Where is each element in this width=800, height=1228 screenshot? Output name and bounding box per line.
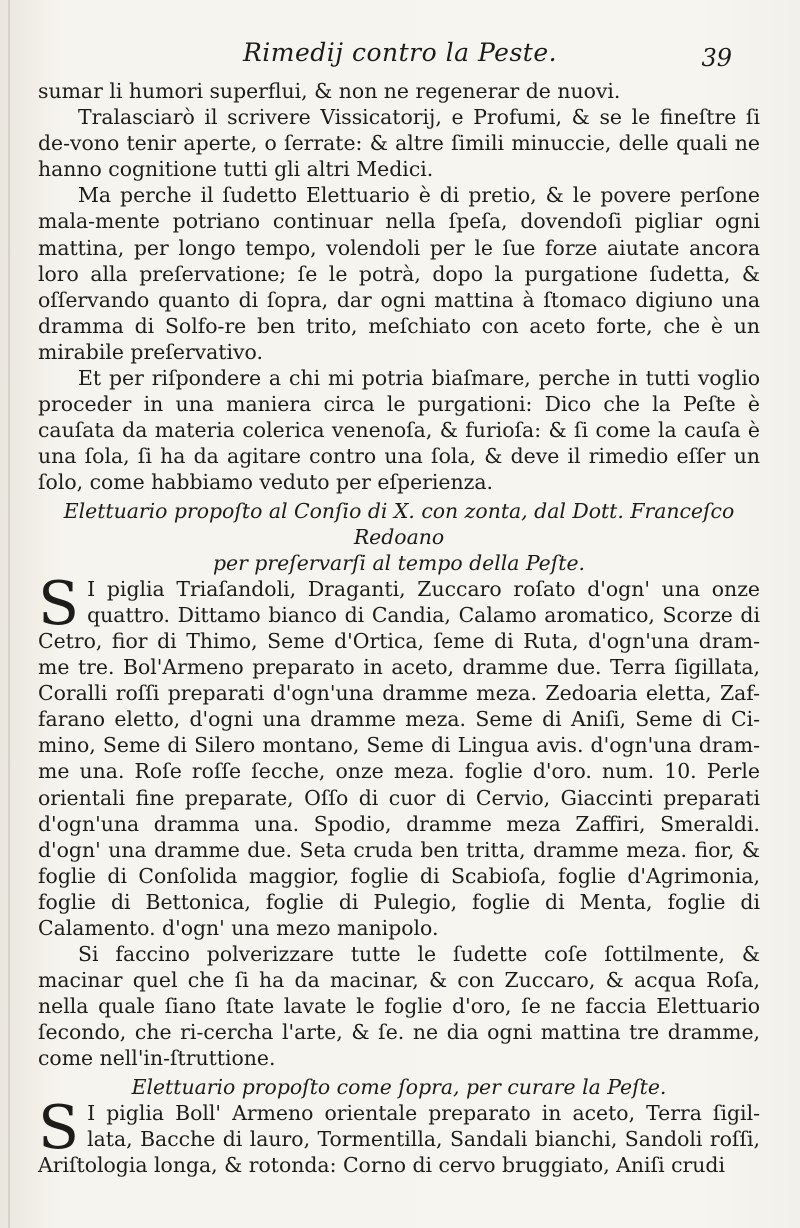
paragraph: Si faccino polverizzare tutte le ſudette coſe ſottilmente, & macinar quel che ſi ha da macinar, & con Zuccaro, & acqua Roſa, nella quale ſiano ſtate lavate le foglie d'oro, ſe ne faccia Elettuario ſecondo, che ri-cercha l'arte, & ſe. ne dia ogni mattina tre dramme, come nell'in-ſtruttione. — [38, 942, 760, 1071]
page-number: 39 — [701, 44, 732, 72]
paragraph: Ma perche il ſudetto Elettuario è di pretio, & le povere perſone mala-mente potriano continuar nella ſpeſa, dovendoſi pigliar ogni mattina, per longo tempo, volendoli per le ſue forze aiutate ancora loro alla preſervatione; ſe le potrà, dopo la purgatione ſudetta, & oſſervando quanto di ſopra, dar ogni mattina à ſtomaco digiuno una dramma di Solfo-re ben trito, meſchiato con aceto forte, che è un mirabile preſervativo. — [38, 183, 760, 364]
paragraph: Tralasciarò il scrivere Vissicatorij, e Profumi, & se le fineſtre ſi de-vono tenir aperte, o ſerrate: & altre ſimili minuccie, delle quali ne hanno cognitione tutti gli altri Medici. — [38, 105, 760, 182]
recipe-paragraph — [38, 1092, 760, 1178]
page-header — [60, 28, 740, 72]
paragraph: Et per riſpondere a chi mi potria biaſmare, perche in tutti voglio proceder in una maniera circa le purgationi: Dico che la Peſte è cauſata da materia colerica venenoſa, & furioſa: & ſi come la cauſa è una ſola, ſi ha da agitare contro una ſola, & deve il rimedio eſſer un ſolo, come habbiamo veduto per eſperienza. — [38, 366, 760, 495]
drop-cap: S — [38, 1092, 80, 1163]
paragraph: sumar li humori superflui, & non ne regenerar de nuovi. — [38, 79, 621, 103]
recipe-text: I piglia Triaſandoli, Draganti, Zuccaro roſato d'ogn' una onze quattro. Dittamo bianco di Candia, Calamo aromatico, Scorze di Cetro, fior di Thimo, Seme d'Ortica, ſeme di Ruta, d'ogn'una dram-me tre. Bol'Armeno preparato in aceto, dramme due. Terra ſigillata, Coralli roſſi preparati d'ogn'una dramme meza. Zedoaria eletta, Zaf-farano eletto, d'ogni una dramme meza. Seme di Aniſi, Seme di Ci-mino, Seme di Silero montano, Seme di Lingua avis. d'ogn'una dram-me una. Roſe roſſe ſecche, onze meza. foglie d'oro. num. 10. Perle orientali fine preparate, Oſſo di cuor di Cervio, Giaccinti preparati d'ogn'una dramma una. Spodio, dramme meza Zaffiri, Smeraldi. d'ogn' una dramme due. Seta cruda ben tritta, dramme meza. fior, & foglie di Conſolida maggior, foglie di Scabioſa, foglie d'Agrimonia, foglie di Bettonica, foglie di Pulegio, foglie di Menta, foglie di Calamento. d'ogn' una mezo manipolo. — [38, 576, 760, 940]
section-title-line: Elettuario propoſto come ſopra, per curare la Peſte. — [131, 1074, 667, 1099]
running-title: Rimedij contro la Peste. — [242, 38, 558, 67]
page-gutter — [8, 0, 10, 1228]
recipe-paragraph — [38, 568, 760, 941]
section-title-line: per preſervarſi al tempo della Peſte. — [212, 550, 586, 575]
section-title — [38, 498, 760, 576]
section-title — [38, 1074, 760, 1100]
drop-cap: S — [38, 568, 80, 639]
page-body — [38, 78, 760, 1178]
section-title-line: Elettuario propoſto al Conſio di X. con zonta, dal Dott. Franceſco Redoano — [63, 498, 735, 549]
recipe-text: I piglia Boll' Armeno orientale preparato in aceto, Terra ſigil-lata, Bacche di lauro, Tormentilla, Sandali bianchi, Sandoli roſſi, Ariſtologia longa, & rotonda: Corno di cervo bruggiato, Aniſi crudi — [38, 1100, 760, 1177]
